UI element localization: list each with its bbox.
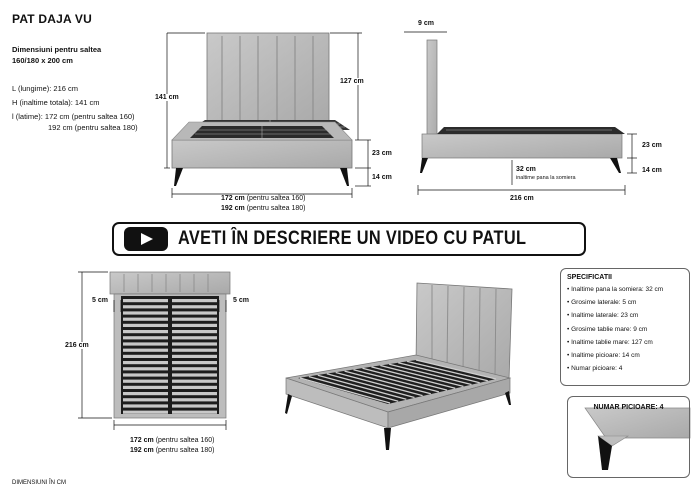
- front-height-headboard: 127 cm: [340, 78, 364, 85]
- slat: [172, 361, 217, 364]
- slat: [123, 361, 168, 364]
- front-width-180: 192 cm (pentru saltea 180): [221, 205, 306, 212]
- iso-leg-front-right: [384, 428, 391, 450]
- spec-item: • Inaltime laterale: 23 cm: [567, 312, 639, 320]
- specifications-title: SPECIFICATII: [567, 274, 612, 281]
- slat: [123, 404, 168, 407]
- front-leg-right: [340, 168, 349, 186]
- slat: [123, 305, 168, 308]
- side-frame: [422, 134, 622, 158]
- isometric-view-drawing: [285, 283, 512, 450]
- slat: [123, 349, 168, 352]
- spec-item: • Inaltime tablie mare: 127 cm: [567, 338, 653, 346]
- dimension-length: L (lungime): 216 cm: [12, 84, 78, 93]
- front-view-drawing: [164, 33, 371, 198]
- slat: [123, 398, 168, 401]
- side-headboard-thickness: 9 cm: [418, 20, 434, 27]
- side-height-frame: 23 cm: [642, 142, 662, 149]
- slat: [172, 380, 217, 383]
- slat: [172, 305, 217, 308]
- front-height-total: 141 cm: [155, 94, 179, 101]
- dimension-width-160: l (latime): 172 cm (pentru saltea 160): [12, 112, 135, 121]
- slat: [123, 373, 168, 376]
- slat: [172, 324, 217, 327]
- top-headboard: [110, 272, 230, 294]
- top-view-drawing: [78, 272, 230, 430]
- side-height-slats-note: inaltime pana la somiera: [516, 175, 576, 181]
- legs-detail-title: NUMAR PICIOARE: 4: [593, 404, 664, 411]
- slat: [172, 355, 217, 358]
- slat: [172, 392, 217, 395]
- slat: [172, 398, 217, 401]
- front-frame: [172, 140, 352, 168]
- page-title: PAT DAJA VU: [12, 12, 92, 26]
- side-length: 216 cm: [510, 195, 534, 202]
- slat: [172, 373, 217, 376]
- slat: [172, 386, 217, 389]
- spec-item: • Numar picioare: 4: [567, 365, 623, 373]
- slat: [172, 299, 217, 302]
- front-height-frame: 23 cm: [372, 150, 392, 157]
- spec-item: • Inaltime pana la somiera: 32 cm: [567, 286, 664, 293]
- slat: [172, 342, 217, 345]
- spec-item: • Grosime tablie mare: 9 cm: [567, 325, 648, 333]
- mattress-size: 160/180 x 200 cm: [12, 56, 73, 65]
- dimension-height: H (inaltime totala): 141 cm: [12, 98, 100, 107]
- spec-item: • Grosime laterale: 5 cm: [567, 299, 637, 307]
- slat: [123, 318, 168, 321]
- dimension-width-180: 192 cm (pentru saltea 180): [48, 123, 138, 132]
- slat: [172, 367, 217, 370]
- slat: [172, 311, 217, 314]
- slat: [123, 336, 168, 339]
- side-slats: [437, 127, 625, 134]
- slat: [123, 367, 168, 370]
- iso-leg-front-left: [285, 394, 292, 414]
- slat: [172, 318, 217, 321]
- top-length: 216 cm: [65, 342, 89, 349]
- slat: [172, 349, 217, 352]
- slat: [123, 380, 168, 383]
- legs-detail-box: [567, 396, 690, 478]
- front-height-legs: 14 cm: [372, 174, 392, 181]
- slat: [123, 299, 168, 302]
- slat: [123, 342, 168, 345]
- slat: [123, 324, 168, 327]
- slat: [123, 311, 168, 314]
- slat: [123, 330, 168, 333]
- front-width-160: 172 cm (pentru saltea 160): [221, 195, 306, 202]
- top-width-160: 172 cm (pentru saltea 160): [130, 437, 215, 444]
- slat: [172, 411, 217, 414]
- mattress-heading: Dimensiuni pentru saltea: [12, 45, 102, 54]
- top-width-180: 192 cm (pentru saltea 180): [130, 447, 215, 454]
- units-note: DIMENSIUNI ÎN CM: [12, 480, 66, 486]
- top-side-right: 5 cm: [233, 297, 249, 304]
- front-leg-left: [174, 168, 183, 186]
- slat: [123, 355, 168, 358]
- top-side-left: 5 cm: [92, 297, 108, 304]
- spec-item: • Inaltime picioare: 14 cm: [567, 351, 640, 359]
- slat: [123, 392, 168, 395]
- video-banner[interactable]: [112, 222, 586, 256]
- side-height-legs: 14 cm: [642, 167, 662, 174]
- front-headboard: [207, 33, 329, 125]
- side-leg-left: [420, 158, 428, 173]
- play-icon[interactable]: [124, 227, 168, 251]
- slat: [172, 404, 217, 407]
- slat: [172, 330, 217, 333]
- side-leg-right: [610, 158, 621, 173]
- slat: [172, 336, 217, 339]
- specifications-box: [560, 268, 690, 386]
- video-banner-text: AVETI ÎN DESCRIERE UN VIDEO CU PATUL: [178, 228, 527, 249]
- side-height-slats: 32 cm: [516, 166, 536, 173]
- slat: [123, 386, 168, 389]
- slat: [123, 411, 168, 414]
